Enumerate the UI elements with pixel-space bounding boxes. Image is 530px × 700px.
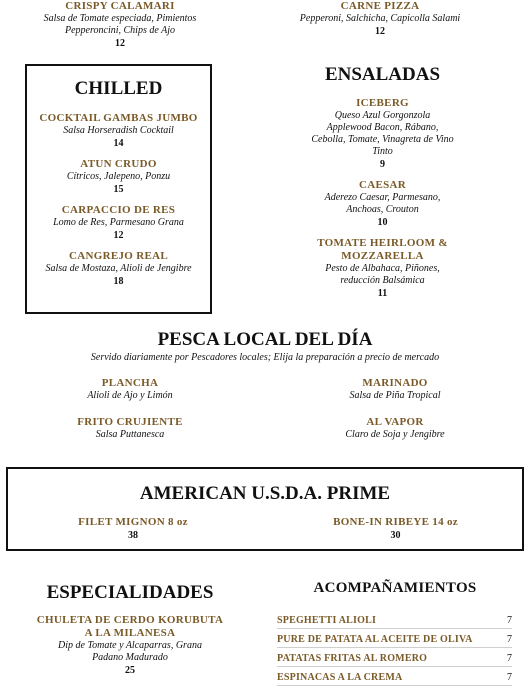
item-desc: Salsa de Tomate especiada, Pimientos (43, 13, 197, 24)
item-desc: Salsa Puttanesca (95, 429, 165, 440)
prime-section (6, 467, 524, 551)
item-price: 25 (125, 665, 135, 676)
item-price: 15 (113, 184, 124, 195)
section-title: CHILLED (74, 78, 163, 99)
item-desc: Padano Madurado (92, 652, 168, 663)
item-price: 10 (377, 217, 388, 228)
side-price: 7 (507, 672, 512, 683)
item-name: CARPACCIO DE RES (61, 204, 176, 216)
item-desc: Claro de Soja y Jengibre (345, 429, 445, 440)
menu-item (275, 179, 490, 229)
menu-item (27, 204, 210, 242)
item-desc: Aderezo Caesar, Parmesano, (324, 192, 441, 203)
item-name-line2: A LA MILANESA (84, 627, 176, 639)
item-name: AL VAPOR (366, 416, 424, 428)
chilled-section (25, 64, 212, 314)
item-name: FRITO CRUJIENTE (77, 416, 183, 428)
item-desc: Cebolla, Tomate, Vinagreta de Vino (311, 134, 454, 145)
item-desc: Dip de Tomate y Alcaparras, Grana (58, 640, 202, 651)
side-price: 7 (507, 615, 512, 626)
pesca-subtitle: Servido diariamente por Pescadores locales; Elija la preparación a precio de mercado (90, 352, 440, 363)
side-name: PURE DE PATATA AL ACEITE DE OLIVA (277, 634, 473, 645)
item-desc: Queso Azul Gorgonzola (334, 110, 431, 121)
side-item (277, 633, 512, 648)
item-name: MARINADO (362, 377, 428, 389)
item-name: TOMATE HEIRLOOM & (317, 237, 448, 249)
item-name: CHULETA DE CERDO KORUBUTA (36, 614, 224, 626)
menu-item (27, 158, 210, 196)
item-price: 30 (390, 530, 401, 541)
section-title: ESPECIALIDADES (46, 582, 214, 603)
item-name: ATUN CRUDO (80, 158, 157, 170)
item-price: 38 (128, 530, 138, 541)
item-name-line2: MOZZARELLA (341, 250, 424, 262)
section-title: AMERICAN U.S.D.A. PRIME (139, 483, 391, 504)
menu-item-marinado (305, 377, 485, 402)
item-desc: Salsa de Mostaza, Alioli de Jengibre (45, 263, 192, 274)
item-price: 12 (115, 38, 125, 49)
menu-item-bone-in-ribeye (308, 516, 483, 542)
item-price: 12 (113, 230, 124, 241)
side-name: PATATAS FRITAS AL ROMERO (277, 653, 428, 664)
item-name: BONE-IN RIBEYE 14 oz (333, 516, 458, 528)
menu-item (27, 250, 210, 288)
item-name: PLANCHA (101, 377, 159, 389)
item-desc: Pepperoni, Salchicha, Capicolla Salami (299, 13, 461, 24)
acompanamientos-title: ACOMPAÑAMIENTOS (313, 580, 477, 596)
item-name: FILET MIGNON 8 oz (78, 516, 188, 528)
menu-item-al-vapor (305, 416, 485, 441)
item-price: 14 (113, 138, 124, 149)
especialidades-section (20, 582, 240, 677)
item-desc: Pepperoncini, Chips de Ajo (65, 25, 175, 36)
item-name: CAESAR (358, 179, 407, 191)
item-name: CRISPY CALAMARI (65, 0, 175, 12)
menu-item (275, 237, 490, 300)
side-name: SPEGHETTI ALIOLI (277, 615, 377, 626)
menu-item-frito-crujiente (40, 416, 220, 441)
menu-item-plancha (40, 377, 220, 402)
item-price: 18 (113, 276, 124, 287)
menu-item-filet-mignon (48, 516, 218, 542)
item-desc: Pesto de Albahaca, Piñones, (325, 263, 440, 274)
item-desc: Salsa de Piña Tropical (349, 390, 441, 401)
side-name: ESPINACAS A LA CREMA (277, 672, 403, 683)
item-desc: Salsa Horseradish Cocktail (63, 125, 174, 136)
item-name: CARNE PIZZA (340, 0, 420, 12)
pesca-section-title: PESCA LOCAL DEL DÍA (157, 329, 373, 350)
menu-item (275, 97, 490, 171)
item-desc: Tinto (372, 146, 393, 157)
section-title: ENSALADAS (324, 64, 441, 85)
ensaladas-section (275, 64, 490, 300)
item-name: CANGREJO REAL (69, 250, 168, 262)
menu-item-crispy-calamari (20, 0, 220, 50)
item-desc: Lomo de Res, Parmesano Grana (53, 217, 184, 228)
menu-item-chuleta (20, 614, 240, 677)
item-price: 11 (377, 288, 388, 299)
item-name: COCKTAIL GAMBAS JUMBO (39, 112, 198, 124)
item-desc: Alioli de Ajo y Limón (87, 390, 173, 401)
item-price: 9 (380, 159, 385, 170)
menu-item-carne-pizza (280, 0, 480, 38)
side-item (277, 614, 512, 629)
side-item (277, 652, 512, 667)
side-item (277, 671, 512, 686)
item-price: 12 (375, 26, 385, 37)
menu-item (27, 112, 210, 150)
item-desc: reducción Balsámica (340, 275, 425, 286)
item-desc: Applewood Bacon, Rábano, (326, 122, 439, 133)
item-name: ICEBERG (356, 97, 409, 109)
item-desc: Cítricos, Jalepeno, Ponzu (66, 171, 171, 182)
item-desc: Anchoas, Crouton (346, 204, 419, 215)
side-price: 7 (507, 634, 512, 645)
side-price: 7 (507, 653, 512, 664)
